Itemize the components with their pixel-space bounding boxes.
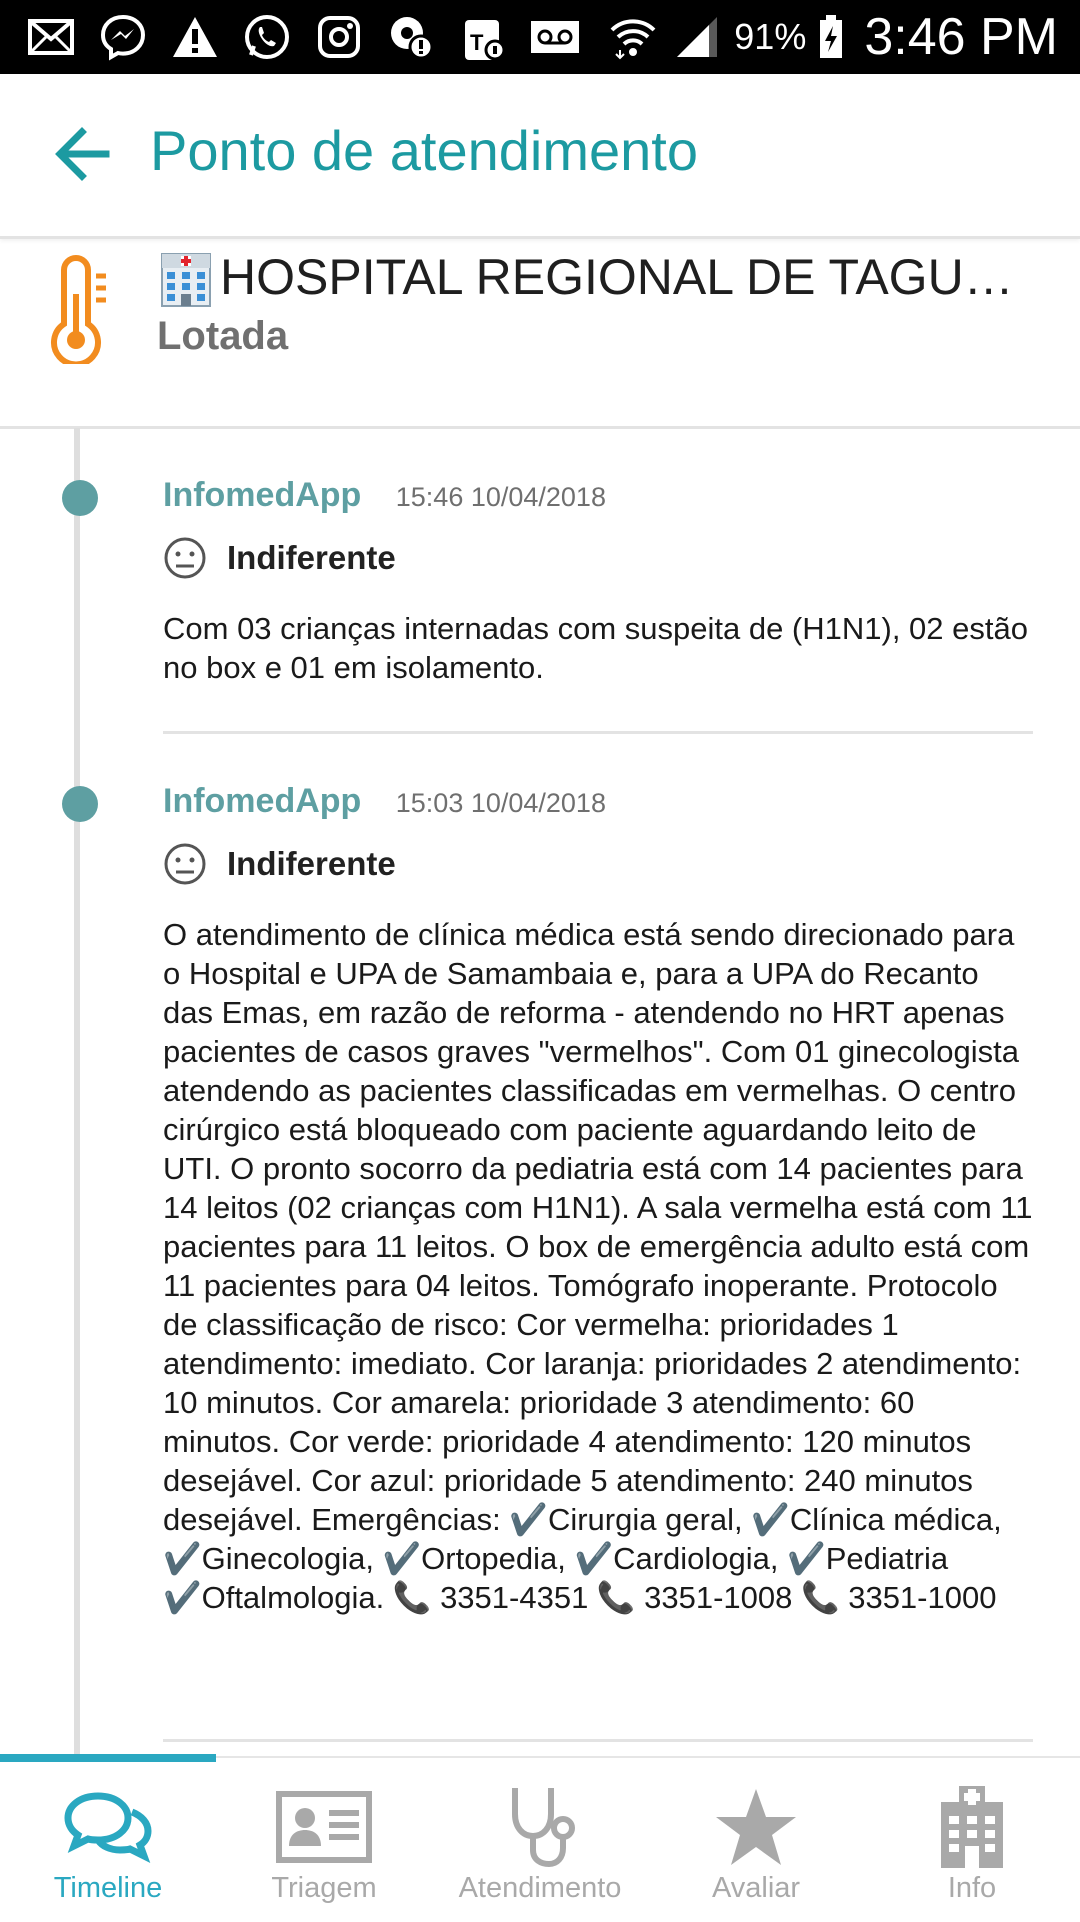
post-text: O atendimento de clínica médica está sendo direcionado para o Hospital e UPA de Samambaia e, para a UPA do Recanto das Emas, em razão de reforma - atendendo no HRT apenas pacientes de casos graves "vermelhos". Com 01 ginecologista atendendo as pacientes classificadas em vermelhas. O centro cirúrgico está bloqueado com paciente aguardando leito de UTI. O pronto socorro da pediatria está com 14 pacientes para 14 leitos (02 crianças com H1N1). A sala vermelha está com 11 pacientes para 11 leitos. O box de emergência adulto está com 11 pacientes para 04 leitos. Tomógrafo inoperante. Protocolo de classificação de risco: Cor vermelha: prioridades 1 atendimento: imediato. Cor laranja: prioridades 2 atendimento: 10 minutos. Cor amarela: prioridade 3 atendimento: 60 minutos. Cor verde: prioridade 4 atendimento: 120 minutos desejável. Cor azul: prioridade 5 atendimento: 240 minutos desejável. Emergências: ✔️Cirurgia geral, ✔️Clínica médica, ✔️Ginecologia, ✔️Ortopedia, ✔️Cardiologia, ✔️Pediatria ✔️Oftalmologia. 📞 3351-4351 📞 3351-1008 📞 3351-1000 <box>163 917 1033 1615</box>
system-status <box>606 8 1058 66</box>
settings-alert-icon <box>384 10 438 64</box>
tab-timeline[interactable] <box>0 1758 216 1922</box>
messenger-icon <box>96 10 150 64</box>
timeline-dot <box>62 786 98 822</box>
tab-label: Timeline <box>53 1872 163 1904</box>
tab-label: Info <box>947 1872 997 1904</box>
warning-icon <box>168 10 222 64</box>
notification-icons <box>24 10 582 64</box>
place-header <box>0 238 1080 429</box>
app-bar <box>0 74 1080 239</box>
voicemail-icon <box>528 10 582 64</box>
post-author[interactable]: InfomedApp <box>163 476 362 514</box>
neutral-face-icon <box>163 536 207 580</box>
wifi-icon <box>606 10 660 64</box>
back-button[interactable] <box>52 124 116 184</box>
timeline-line <box>74 428 80 1758</box>
mood-label: Indiferente <box>227 539 396 576</box>
tab-info[interactable] <box>864 1758 1080 1922</box>
instagram-icon <box>312 10 366 64</box>
post-author[interactable]: InfomedApp <box>163 782 362 820</box>
tab-label: Avaliar <box>711 1872 801 1904</box>
status-bar <box>0 0 1080 74</box>
post-divider <box>163 731 1033 734</box>
hospital-building-icon <box>922 1780 1022 1874</box>
tab-label: Triagem <box>271 1872 377 1904</box>
chat-bubbles-icon <box>58 1780 158 1874</box>
battery-charging-icon <box>816 10 846 64</box>
clock: 3:46 PM <box>864 8 1058 66</box>
mood-row <box>163 841 1033 887</box>
mood-label: Indiferente <box>227 845 396 882</box>
post-timestamp: 15:46 10/04/2018 <box>395 482 606 512</box>
battery-percentage: 91% <box>734 16 807 57</box>
post-timestamp: 15:03 10/04/2018 <box>395 788 606 818</box>
svg-text:T: T <box>470 30 484 55</box>
arrow-left-icon <box>52 124 116 184</box>
signal-icon <box>670 10 724 64</box>
timeline-dot <box>62 480 98 516</box>
carrier-app-icon <box>456 10 510 64</box>
post-divider <box>163 1739 1033 1742</box>
tab-avaliar[interactable] <box>648 1758 864 1922</box>
bottom-navigation <box>0 1756 1080 1922</box>
id-card-icon <box>274 1780 374 1874</box>
tab-atendimento[interactable] <box>432 1758 648 1922</box>
mood-row <box>163 535 1033 581</box>
tab-triagem[interactable] <box>216 1758 432 1922</box>
timeline-post <box>163 782 1033 1617</box>
tab-label: Atendimento <box>458 1872 622 1904</box>
timeline-post <box>163 476 1033 687</box>
post-text: Com 03 crianças internadas com suspeita de (H1N1), 02 estão no box e 01 em isolamento. <box>163 611 1028 685</box>
thermometer-icon <box>48 254 112 364</box>
whatsapp-icon <box>240 10 294 64</box>
page-title: Ponto de atendimento <box>150 119 698 182</box>
neutral-face-icon <box>163 842 207 886</box>
hospital-icon <box>160 250 212 308</box>
capacity-status: Lotada <box>157 314 289 358</box>
hospital-name: HOSPITAL REGIONAL DE TAGU… <box>220 249 1014 305</box>
stethoscope-icon <box>490 1780 590 1874</box>
star-icon <box>706 1780 806 1874</box>
mail-icon <box>24 10 78 64</box>
